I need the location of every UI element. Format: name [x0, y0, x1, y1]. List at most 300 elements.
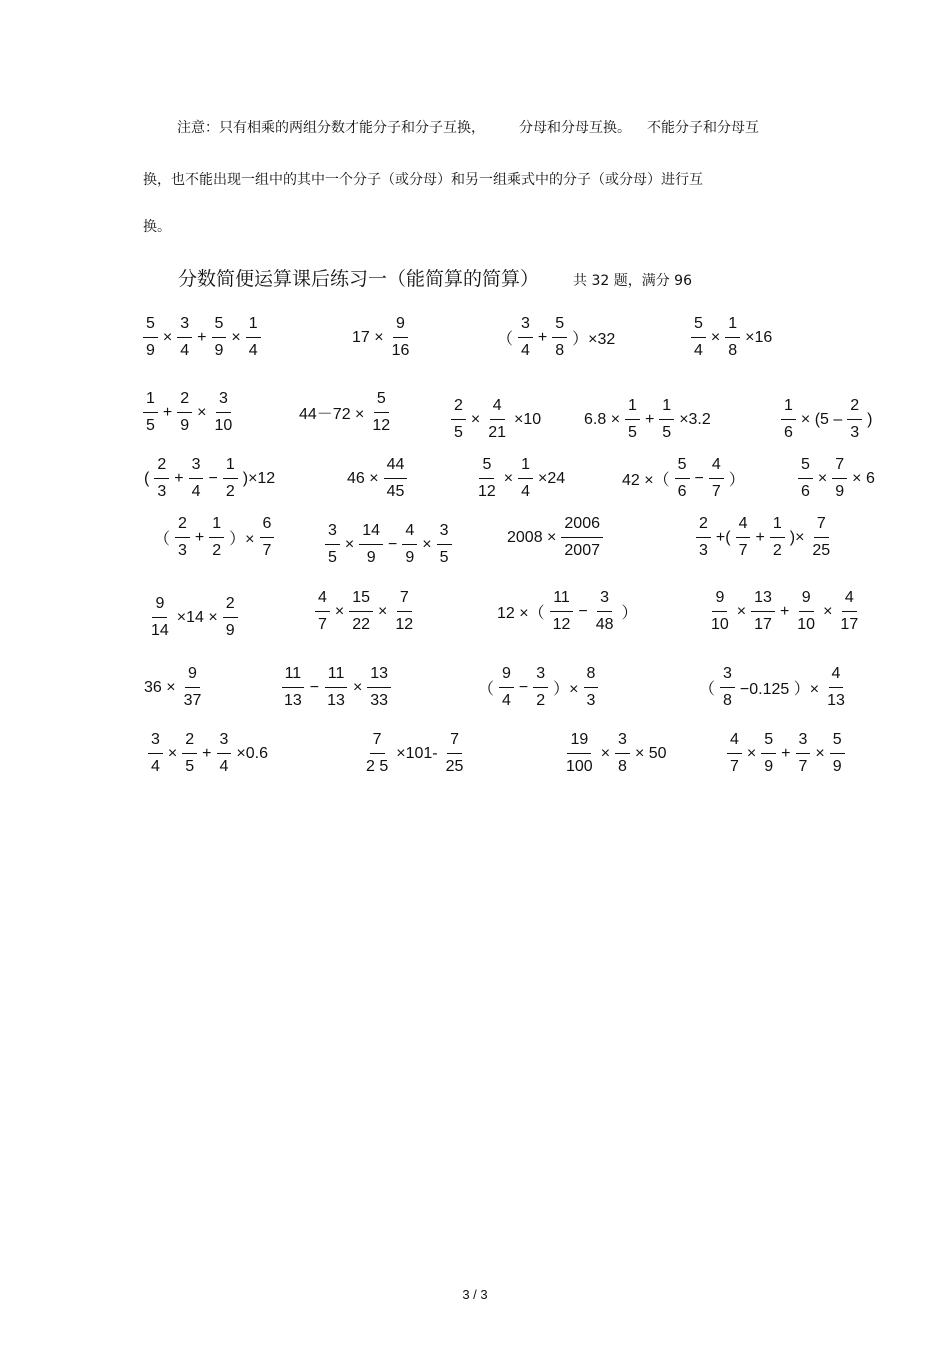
problem-28 — [360, 730, 469, 777]
operator: 42 ×（ — [622, 472, 670, 489]
numerator: 7 — [370, 730, 385, 754]
denominator: 13 — [284, 692, 302, 709]
operator: ×24 — [538, 469, 566, 487]
denominator: 2 — [212, 542, 222, 559]
fraction — [675, 455, 690, 502]
fraction — [177, 389, 192, 436]
problem-6 — [297, 389, 396, 436]
denominator: 25 — [445, 758, 464, 775]
numerator: 3 — [518, 314, 533, 338]
fraction — [182, 730, 197, 777]
problem-7 — [448, 396, 543, 443]
numerator: 9 — [185, 664, 200, 688]
operator: （ — [154, 531, 171, 548]
denominator: 5 — [439, 549, 449, 566]
denominator: 5 — [662, 424, 672, 441]
denominator: 9 — [214, 342, 224, 359]
note-line-2: 换，也不能出现一组中的其中一个分子（或分母）和另一组乘式中的分子（或分母）进行互 — [143, 172, 703, 188]
operator: ×3.2 — [679, 410, 711, 428]
operator: ( — [144, 469, 150, 487]
numerator: 9 — [799, 588, 814, 612]
operator: × — [746, 744, 757, 762]
denominator: 7 — [798, 758, 808, 775]
numerator: 2 — [451, 396, 466, 420]
operator: × 6 — [852, 469, 875, 487]
fraction — [363, 730, 391, 777]
problem-10 — [142, 455, 277, 502]
denominator: 9 — [366, 549, 376, 566]
denominator: 100 — [566, 758, 593, 775]
operator: × 50 — [634, 744, 667, 762]
operator: + — [537, 328, 548, 346]
denominator: 2 — [225, 483, 235, 500]
denominator: 45 — [386, 483, 405, 500]
numerator: 3 — [437, 521, 452, 545]
numerator: 4 — [490, 396, 505, 420]
numerator: 13 — [367, 664, 391, 688]
fraction — [561, 514, 603, 561]
operator: （ — [478, 681, 495, 698]
page-number: 3 / 3 — [462, 1287, 488, 1302]
problem-18 — [693, 514, 836, 561]
numerator: 1 — [143, 389, 158, 413]
denominator: 5 — [185, 758, 195, 775]
note-text: 注意：只有相乘的两组分数才能分子和分子互换， — [177, 120, 485, 136]
numerator: 13 — [751, 588, 775, 612]
fraction — [217, 730, 232, 777]
fraction — [615, 730, 630, 777]
denominator: 9 — [225, 622, 235, 639]
fraction — [402, 521, 417, 568]
problem-13 — [620, 455, 747, 502]
fraction — [518, 314, 533, 361]
numerator: 1 — [659, 396, 674, 420]
numerator: 3 — [189, 455, 204, 479]
title-sub: 共 32 题，满分 96 — [573, 273, 692, 289]
numerator: 9 — [712, 588, 727, 612]
fraction — [751, 588, 775, 635]
fraction — [761, 730, 776, 777]
operator: × — [600, 744, 611, 762]
operator: − — [208, 469, 218, 487]
fraction — [143, 314, 158, 361]
note-line-3: 换。 — [143, 219, 171, 235]
denominator: 17 — [840, 616, 859, 633]
operator: − — [309, 678, 320, 696]
numerator: 2006 — [561, 514, 603, 538]
operator: ）× — [229, 531, 255, 548]
denominator: 4 — [521, 342, 530, 359]
operator: × — [334, 602, 345, 620]
fraction — [369, 389, 393, 436]
numerator: 7 — [397, 588, 412, 612]
operator: 6.8 × — [584, 410, 621, 428]
operator: +( — [715, 528, 731, 546]
denominator: 2007 — [564, 542, 600, 559]
problem-1 — [140, 314, 264, 361]
numerator: 5 — [675, 455, 690, 479]
problem-14 — [795, 455, 877, 502]
fraction — [798, 455, 813, 502]
numerator: 2 — [182, 730, 197, 754]
operator: ） — [621, 605, 638, 622]
operator: 17 × — [352, 328, 384, 346]
denominator: 9 — [405, 549, 415, 566]
problem-30 — [724, 730, 848, 777]
denominator: 14 — [151, 622, 169, 639]
fraction — [518, 455, 533, 502]
numerator: 8 — [584, 664, 599, 688]
fraction — [593, 588, 617, 635]
denominator: 8 — [618, 758, 627, 775]
operator: ）×32 — [572, 331, 616, 348]
numerator: 3 — [216, 389, 231, 413]
denominator: 21 — [488, 424, 507, 441]
fraction — [148, 730, 163, 777]
denominator: 3 — [699, 542, 708, 559]
numerator: 3 — [177, 314, 192, 338]
denominator: 10 — [711, 616, 729, 633]
numerator: 44 — [384, 455, 408, 479]
fraction — [625, 396, 640, 443]
operator: ×16 — [745, 328, 773, 346]
fraction — [832, 455, 847, 502]
numerator: 4 — [829, 664, 844, 688]
denominator: 13 — [327, 692, 345, 709]
operator: × — [823, 602, 833, 620]
fraction — [389, 314, 413, 361]
fraction — [359, 521, 383, 568]
numerator: 3 — [615, 730, 630, 754]
numerator: 5 — [691, 314, 706, 338]
fraction — [325, 521, 340, 568]
operator: − — [388, 535, 398, 553]
fraction — [830, 730, 845, 777]
fraction — [392, 588, 416, 635]
numerator: 5 — [798, 455, 813, 479]
numerator: 9 — [152, 594, 167, 618]
operator: ×0.6 — [236, 744, 268, 762]
numerator: 1 — [209, 514, 224, 538]
numerator: 2 — [177, 389, 192, 413]
operator: × — [710, 328, 721, 346]
numerator: 3 — [148, 730, 163, 754]
problem-19 — [145, 594, 241, 641]
fraction — [384, 455, 408, 502]
numerator: 14 — [359, 521, 383, 545]
numerator: 3 — [796, 730, 811, 754]
denominator: 9 — [835, 483, 845, 500]
denominator: 4 — [521, 483, 531, 500]
numerator: 1 — [625, 396, 640, 420]
fraction — [696, 514, 711, 561]
operator: 44－72 × — [299, 406, 365, 423]
problem-20 — [312, 588, 419, 635]
operator: 46 × — [347, 469, 379, 487]
operator: 36 × — [144, 678, 176, 696]
denominator: 9 — [180, 417, 190, 434]
problem-22 — [705, 588, 864, 635]
problem-16 — [322, 521, 455, 568]
denominator: 4 — [502, 692, 511, 709]
numerator: 1 — [781, 396, 796, 420]
numerator: 3 — [597, 588, 612, 612]
fraction — [315, 588, 330, 635]
operator: × — [378, 602, 388, 620]
numerator: 4 — [709, 455, 724, 479]
operator: −0.125 ）× — [739, 681, 820, 698]
numerator: 2 — [154, 455, 169, 479]
numerator: 4 — [315, 588, 330, 612]
fraction — [143, 389, 158, 436]
numerator: 1 — [725, 314, 740, 338]
operator: )×12 — [242, 469, 276, 487]
fraction — [212, 314, 227, 361]
operator: ×101- — [396, 744, 438, 762]
problem-24 — [278, 664, 394, 711]
operator: + — [197, 328, 207, 346]
operator: × — [231, 328, 241, 346]
numerator: 7 — [814, 514, 829, 538]
denominator: 7 — [262, 542, 272, 559]
operator: ×14 × — [176, 608, 218, 626]
numerator: 3 — [217, 730, 232, 754]
fraction — [223, 455, 238, 502]
fraction — [809, 514, 833, 561]
fraction — [443, 730, 467, 777]
denominator: 4 — [219, 758, 229, 775]
fraction — [533, 664, 548, 711]
fraction — [175, 514, 190, 561]
fraction — [584, 664, 599, 711]
numerator: 4 — [727, 730, 742, 754]
fraction — [223, 594, 238, 641]
problem-21 — [495, 588, 640, 635]
operator: + — [202, 744, 212, 762]
numerator: 5 — [374, 389, 389, 413]
numerator: 2 — [223, 594, 238, 618]
numerator: 2 — [175, 514, 190, 538]
operator: × — [197, 403, 207, 421]
problem-11 — [345, 455, 410, 502]
fraction — [324, 664, 348, 711]
operator: ）× — [553, 681, 579, 698]
fraction — [727, 730, 742, 777]
operator: × — [503, 469, 514, 487]
denominator: 5 — [328, 549, 337, 566]
numerator: 3 — [325, 521, 340, 545]
operator: − — [694, 469, 704, 487]
fraction — [563, 730, 596, 777]
operator: − — [578, 602, 588, 620]
numerator: 11 — [282, 664, 305, 688]
fraction — [177, 314, 192, 361]
numerator: 19 — [567, 730, 591, 754]
numerator: 7 — [832, 455, 847, 479]
operator: × — [736, 602, 747, 620]
denominator: 25 — [812, 542, 831, 559]
fraction — [181, 664, 205, 711]
denominator: 2 5 — [366, 758, 389, 775]
denominator: 2 — [772, 542, 782, 559]
problem-26 — [697, 664, 851, 711]
denominator: 8 — [555, 342, 565, 359]
problem-25 — [476, 664, 601, 711]
fraction — [475, 455, 499, 502]
denominator: 3 — [178, 542, 187, 559]
denominator: 7 — [711, 483, 721, 500]
fraction — [550, 588, 574, 635]
denominator: 10 — [214, 417, 233, 434]
fraction — [451, 396, 466, 443]
denominator: 4 — [151, 758, 160, 775]
fraction — [189, 455, 204, 502]
denominator: 8 — [723, 692, 732, 709]
problem-3 — [495, 314, 617, 361]
numerator: 6 — [260, 514, 275, 538]
numerator: 3 — [533, 664, 548, 688]
fraction — [246, 314, 261, 361]
fraction — [708, 588, 732, 635]
denominator: 6 — [677, 483, 687, 500]
operator: （ — [497, 331, 514, 348]
fraction — [154, 455, 169, 502]
problem-27 — [145, 730, 270, 777]
numerator: 4 — [736, 514, 751, 538]
denominator: 6 — [801, 483, 810, 500]
fraction — [736, 514, 751, 561]
numerator: 4 — [402, 521, 417, 545]
fraction — [552, 314, 567, 361]
operator: ×10 — [514, 410, 542, 428]
problem-15 — [152, 514, 277, 561]
fraction — [781, 396, 796, 443]
operator: × — [352, 678, 363, 696]
denominator: 3 — [586, 692, 596, 709]
note-text: 不能分子和分母互 — [647, 120, 759, 136]
denominator: 48 — [595, 616, 614, 633]
denominator: 5 — [454, 424, 463, 441]
fraction — [770, 514, 785, 561]
denominator: 3 — [157, 483, 167, 500]
title-main: 分数简便运算课后练习一（能简算的简算） — [178, 268, 540, 290]
numerator: 9 — [499, 664, 514, 688]
problem-4 — [688, 314, 774, 361]
problem-5 — [140, 389, 238, 436]
numerator: 2 — [696, 514, 711, 538]
denominator: 7 — [730, 758, 739, 775]
operator: × — [422, 535, 432, 553]
numerator: 11 — [325, 664, 348, 688]
fraction — [709, 455, 724, 502]
fraction — [725, 314, 740, 361]
fraction — [260, 514, 275, 561]
denominator: 16 — [391, 342, 410, 359]
worksheet-title — [178, 264, 692, 291]
numerator: 1 — [246, 314, 261, 338]
denominator: 9 — [832, 758, 842, 775]
problem-9 — [778, 396, 875, 443]
fraction — [659, 396, 674, 443]
numerator: 4 — [842, 588, 857, 612]
denominator: 2 — [536, 692, 546, 709]
numerator: 3 — [720, 664, 735, 688]
fraction — [209, 514, 224, 561]
operator: × — [815, 744, 825, 762]
fraction — [281, 664, 305, 711]
denominator: 12 — [478, 483, 496, 500]
denominator: 5 — [146, 417, 155, 434]
operator: + — [194, 528, 205, 546]
numerator: 5 — [552, 314, 567, 338]
denominator: 4 — [191, 483, 201, 500]
numerator: 5 — [143, 314, 158, 338]
numerator: 11 — [550, 588, 573, 612]
fraction — [499, 664, 514, 711]
numerator: 5 — [212, 314, 227, 338]
denominator: 12 — [552, 616, 571, 633]
fraction — [437, 521, 452, 568]
operator: × — [817, 469, 828, 487]
fraction — [847, 396, 862, 443]
denominator: 8 — [728, 342, 738, 359]
fraction — [148, 594, 172, 641]
operator: × — [344, 535, 355, 553]
denominator: 7 — [318, 616, 327, 633]
denominator: 37 — [183, 692, 202, 709]
numerator: 1 — [223, 455, 238, 479]
denominator: 13 — [827, 692, 845, 709]
fraction — [691, 314, 706, 361]
denominator: 17 — [754, 616, 772, 633]
numerator: 1 — [518, 455, 533, 479]
problem-17 — [505, 514, 606, 561]
denominator: 22 — [352, 616, 371, 633]
problem-8 — [582, 396, 713, 443]
operator: + — [174, 469, 184, 487]
denominator: 4 — [248, 342, 258, 359]
note-text: 分母和分母互换。 — [519, 120, 631, 136]
numerator: 9 — [393, 314, 408, 338]
numerator: 7 — [447, 730, 462, 754]
problem-12 — [472, 455, 567, 502]
numerator: 5 — [479, 455, 494, 479]
denominator: 12 — [372, 417, 391, 434]
denominator: 9 — [146, 342, 155, 359]
fraction — [720, 664, 735, 711]
denominator: 12 — [395, 616, 414, 633]
denominator: 9 — [764, 758, 774, 775]
denominator: 5 — [628, 424, 637, 441]
numerator: 15 — [349, 588, 373, 612]
operator: + — [644, 410, 655, 428]
denominator: 6 — [784, 424, 793, 441]
operator: ) — [867, 410, 873, 428]
fraction — [367, 664, 391, 711]
fraction — [796, 730, 811, 777]
operator: × — [162, 328, 173, 346]
numerator: 5 — [830, 730, 845, 754]
denominator: 4 — [180, 342, 190, 359]
denominator: 33 — [370, 692, 389, 709]
operator: + — [781, 744, 791, 762]
operator: )× — [789, 528, 805, 546]
operator: × — [167, 744, 178, 762]
operator: + — [755, 528, 765, 546]
operator: 12 ×（ — [497, 605, 545, 622]
fraction — [794, 588, 818, 635]
numerator: 1 — [770, 514, 785, 538]
